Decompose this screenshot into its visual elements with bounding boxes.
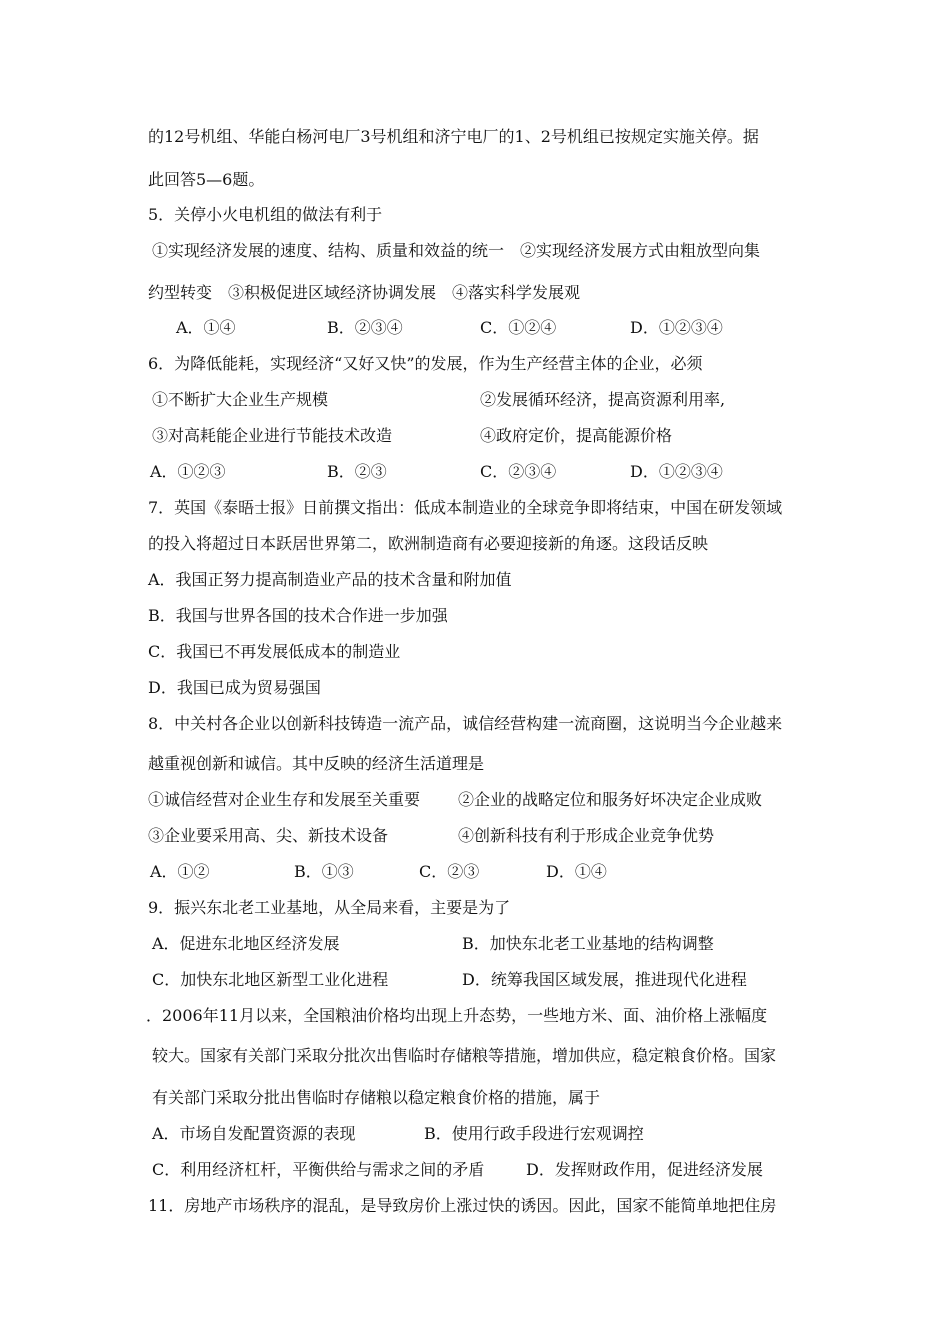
answer-option: B．②③ xyxy=(327,462,387,481)
answer-option: C．②③④ xyxy=(480,462,557,481)
answer-option: B．加快东北老工业基地的结构调整 xyxy=(462,934,714,953)
answer-option: A．①④ xyxy=(176,318,236,337)
statement-item: ①不断扩大企业生产规模 xyxy=(152,390,329,409)
answer-option: A．促进东北地区经济发展 xyxy=(152,934,340,953)
answer-option: C．利用经济杠杆，平衡供给与需求之间的矛盾 xyxy=(152,1160,485,1179)
question-8-stem: 8．中关村各企业以创新科技铸造一流产品，诚信经营构建一流商圈，这说明当今企业越来 xyxy=(148,714,783,733)
answer-option: D．①②③④ xyxy=(630,318,723,337)
answer-option: A．我国正努力提高制造业产品的技术含量和附加值 xyxy=(148,570,512,589)
answer-option: A．市场自发配置资源的表现 xyxy=(152,1124,356,1143)
answer-option: B．我国与世界各国的技术合作进一步加强 xyxy=(148,606,448,625)
text-line: 的投入将超过日本跃居世界第二，欧洲制造商有必要迎接新的角逐。这段话反映 xyxy=(148,534,709,553)
answer-option: D．①②③④ xyxy=(630,462,723,481)
text-line: 此回答5—6题。 xyxy=(148,170,265,189)
question-9-stem: 9．振兴东北老工业基地，从全局来看，主要是为了 xyxy=(148,898,511,917)
statement-item: ④政府定价，提高能源价格 xyxy=(480,426,673,445)
answer-option: A．①②③ xyxy=(150,462,226,481)
answer-option: D．统筹我国区域发展，推进现代化进程 xyxy=(462,970,747,989)
question-11-stem: 11．房地产市场秩序的混乱，是导致房价上涨过快的诱因。因此，国家不能简单地把住房 xyxy=(148,1196,777,1215)
answer-option: A．①② xyxy=(150,862,210,881)
answer-option: D．我国已成为贸易强国 xyxy=(148,678,321,697)
text-line: 越重视创新和诚信。其中反映的经济生活道理是 xyxy=(148,754,485,773)
answer-option: C．②③ xyxy=(419,862,480,881)
answer-option: D．发挥财政作用，促进经济发展 xyxy=(526,1160,763,1179)
answer-option: C．①②④ xyxy=(480,318,557,337)
statement-item: ①诚信经营对企业生存和发展至关重要 xyxy=(148,790,421,809)
text-line: 的12号机组、华能白杨河电厂3号机组和济宁电厂的1、2号机组已按规定实施关停。据 xyxy=(148,127,759,146)
question-7-stem: 7．英国《泰晤士报》日前撰文指出：低成本制造业的全球竞争即将结束，中国在研发领域 xyxy=(148,498,783,517)
answer-option: C．我国已不再发展低成本的制造业 xyxy=(148,642,401,661)
statement-item: ②发展循环经济，提高资源利用率, xyxy=(480,390,726,409)
statement-item: ③对高耗能企业进行节能技术改造 xyxy=(152,426,393,445)
statement-item: ③企业要采用高、尖、新技术设备 xyxy=(148,826,389,845)
text-line: ①实现经济发展的速度、结构、质量和效益的统一 ②实现经济发展方式由粗放型向集 xyxy=(152,241,761,260)
text-line: 较大。国家有关部门采取分批次出售临时存储粮等措施，增加供应，稳定粮食价格。国家 xyxy=(152,1046,777,1065)
answer-option: D．①④ xyxy=(546,862,607,881)
text-line: 约型转变 ③积极促进区域经济协调发展 ④落实科学发展观 xyxy=(148,283,581,302)
question-6-stem: 6．为降低能耗，实现经济“又好又快”的发展，作为生产经营主体的企业，必须 xyxy=(148,354,703,373)
statement-item: ④创新科技有利于形成企业竞争优势 xyxy=(458,826,715,845)
answer-option: B．①③ xyxy=(294,862,354,881)
statement-item: ②企业的战略定位和服务好坏决定企业成败 xyxy=(458,790,763,809)
text-line: 有关部门采取分批出售临时存储粮以稳定粮食价格的措施，属于 xyxy=(152,1088,601,1107)
answer-option: B．②③④ xyxy=(327,318,403,337)
answer-option: C．加快东北地区新型工业化进程 xyxy=(152,970,389,989)
answer-option: B．使用行政手段进行宏观调控 xyxy=(424,1124,644,1143)
question-10-stem: ．2006年11月以来，全国粮油价格均出现上升态势，一些地方米、面、油价格上涨幅度 xyxy=(146,1006,768,1025)
question-5-stem: 5．关停小火电机组的做法有利于 xyxy=(148,205,383,224)
